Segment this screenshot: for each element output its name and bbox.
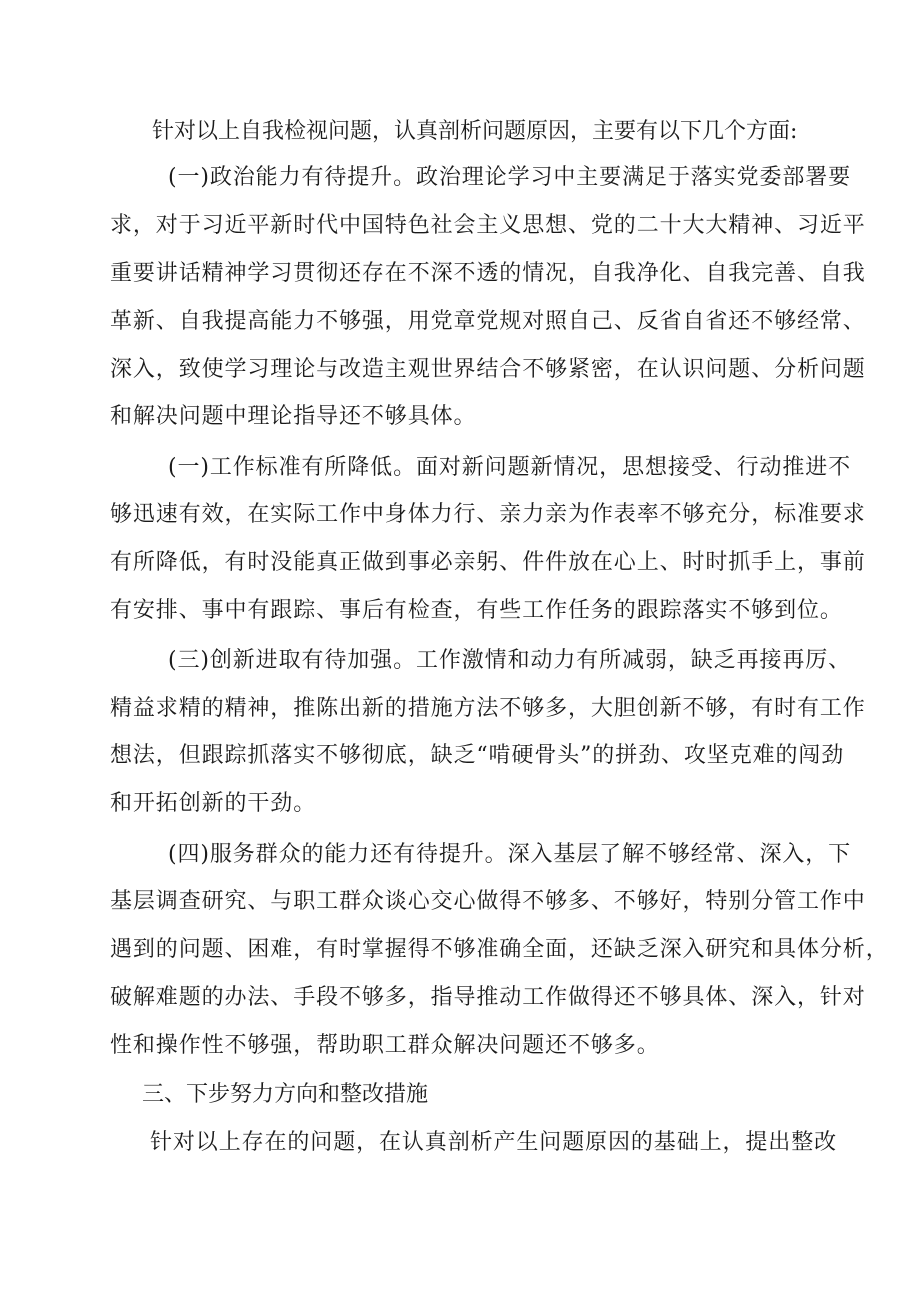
section1-line: 求，对于习近平新时代中国特色社会主义思想、党的二十大大精神、习近平	[110, 213, 866, 238]
section3-line: 和开拓创新的干劲。	[110, 791, 317, 816]
section4-line: 破解难题的办法、手段不够多，指导推动工作做得还不够具体、深入，针对	[110, 985, 866, 1010]
section3-line: 想法，但跟踪抓落实不够彻底，缺乏“啃硬骨头”的拼劲、攻坚克难的闯劲	[110, 743, 845, 768]
section3-line: 精益求精的精神，推陈出新的措施方法不够多，大胆创新不够，有时有工作	[110, 696, 866, 721]
section1-line: 革新、自我提高能力不够强，用党章党规对照自己、反省自省还不够经常、	[110, 309, 866, 334]
section2-line: 够迅速有效，在实际工作中身体力行、亲力亲为作表率不够充分，标准要求	[110, 502, 866, 527]
section1-line: (一)政治能力有待提升。政治理论学习中主要满足于落实党委部署要	[168, 165, 852, 190]
section4-line: 基层调查研究、与职工群众谈心交心做得不够多、不够好，特别分管工作中	[110, 889, 866, 914]
section4-line: (四)服务群众的能力还有待提升。深入基层了解不够经常、深入，下	[168, 842, 852, 867]
section2-line: 有所降低，有时没能真正做到事必亲躬、件件放在心上、时时抓手上，事前	[110, 550, 866, 575]
section-heading: 三、下步努力方向和整改措施	[142, 1082, 429, 1107]
section4-line: 性和操作性不够强，帮助职工群众解决问题还不够多。	[110, 1033, 660, 1058]
intro-paragraph: 针对以上自我检视问题，认真剖析问题原因，主要有以下几个方面:	[152, 119, 798, 144]
section1-line: 深入，致使学习理论与改造主观世界结合不够紧密，在认识问题、分析问题	[110, 357, 866, 382]
section2-line: (一)工作标准有所降低。面对新问题新情况，思想接受、行动推进不	[168, 455, 852, 480]
closing-paragraph: 针对以上存在的问题，在认真剖析产生问题原因的基础上，提出整改	[150, 1130, 838, 1155]
section1-line: 和解决问题中理论指导还不够具体。	[110, 404, 477, 429]
section2-line: 有安排、事中有跟踪、事后有检查，有些工作任务的跟踪落实不够到位。	[110, 598, 843, 623]
section4-line: 遇到的问题、困难，有时掌握得不够准确全面，还缺乏深入研究和具体分析，	[110, 937, 889, 962]
section3-line: (三)创新进取有待加强。工作激情和动力有所减弱，缺乏再接再厉、	[168, 648, 852, 673]
section1-line: 重要讲话精神学习贯彻还存在不深不透的情况，自我净化、自我完善、自我	[110, 261, 866, 286]
